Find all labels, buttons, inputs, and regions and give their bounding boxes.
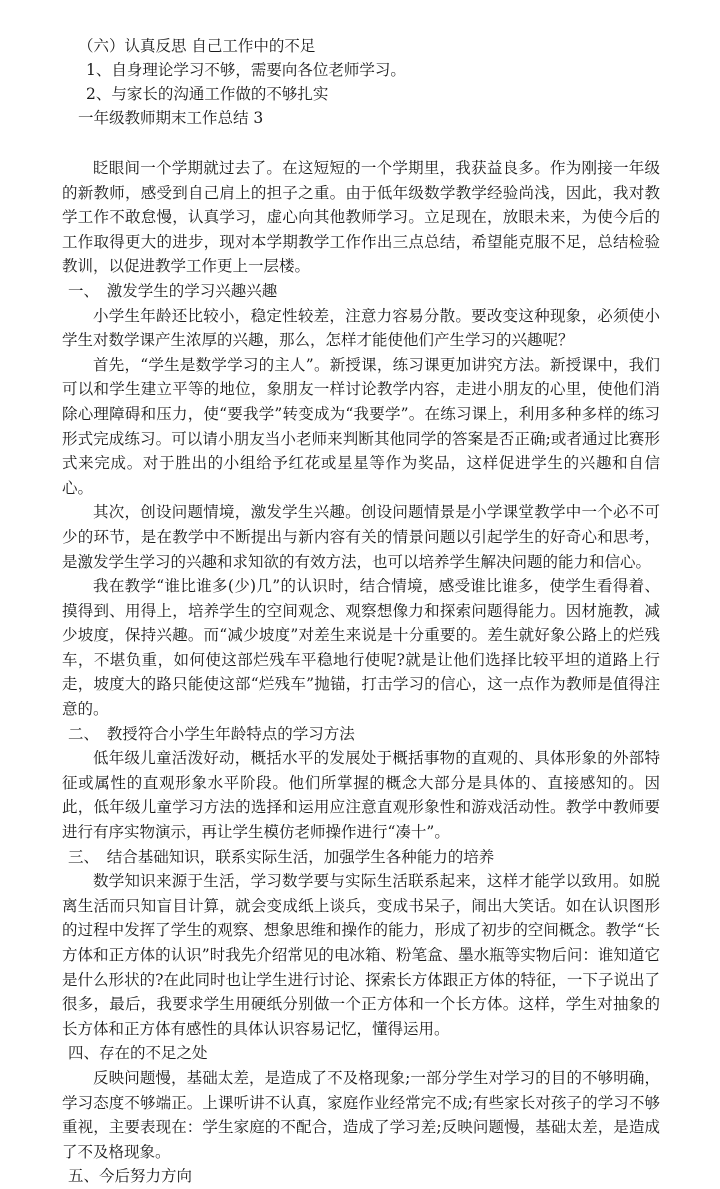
heading-two: 二、 教授符合小学生年龄特点的学习方法 bbox=[68, 724, 355, 743]
paragraph-3: 其次，创设问题情境，激发学生兴趣。创设问题情景是小学课堂教学中一个必不可少的环节，是在教学中不断提出与新内容有关的情景问题以引起学生的好奇心和思考，是激发学生学习的兴趣和求知欲的有效方法，也可以培养学生解决问题的能力和信心。 bbox=[62, 503, 660, 571]
list-item-2: 2、与家长的沟通工作做的不够扎实 bbox=[86, 85, 329, 103]
paragraph-7: 反映问题慢，基础太差，是造成了不及格现象;一部分学生对学习的目的不够明确，学习态度不够端正。上课听讲不认真，家庭作业经常完不成;有些家长对孩子的学习不够重视，主要表现在：学生家庭的不配合，造成了学习差;反映问题慢，基础太差，是造成了不及格现象。 bbox=[62, 1068, 660, 1161]
heading-five: 五、今后努力方向 bbox=[68, 1167, 193, 1186]
paragraph-6: 数学知识来源于生活，学习数学要与实际生活联系起来，这样才能学以致用。如脱离生活而只知盲目计算，就会变成纸上谈兵，变成书呆子，闹出大笑话。如在认识图形的过程中发挥了学生的观察、想象思维和操作的能力，形成了初步的空间概念。教学“长方体和正方体的认识”时我先介绍常见的电冰箱、粉笔盒、墨水瓶等实物后问：谁知道它是什么形状的?在此同时也让学生进行讨论、探索长方体跟正方体的特征，一下子说出了很多，最后，我要求学生用硬纸分别做一个正方体和一个长方体。这样，学生对抽象的长方体和正方体有感性的具体认识容易记忆，懂得运用。 bbox=[62, 872, 660, 1038]
heading-one: 一、 激发学生的学习兴趣兴趣 bbox=[68, 281, 278, 300]
heading-three: 三、 结合基础知识，联系实际生活，加强学生各种能力的培养 bbox=[68, 847, 495, 866]
intro-paragraph: 眨眼间一个学期就过去了。在这短短的一个学期里，我获益良多。作为刚接一年级的新教师，感受到自己肩上的担子之重。由于低年级数学教学经验尚浅，因此，我对教学工作不敢怠慢，认真学习，虚心向其他教师学习。立足现在，放眼未来，为使今后的工作取得更大的进步，现对本学期教学工作作出三点总结，希望能克服不足，总结检验教训，以促进教学工作更上一层楼。 bbox=[62, 159, 660, 276]
paragraph-1: 小学生年龄还比较小，稳定性较差，注意力容易分散。要改变这种现象，必须使小学生对数学课产生浓厚的兴趣，那么，怎样才能使他们产生学习的兴趣呢？ bbox=[62, 306, 660, 350]
paragraph-2: 首先，“学生是数学学习的主人”。新授课，练习课更加讲究方法。新授课中，我们可以和学生建立平等的地位，象朋友一样讨论教学内容，走进小朋友的心里，使他们消除心理障碍和压力，使“要我学”转变成为“我要学”。在练习课上，利用多种多样的练习形式完成练习。可以请小朋友当小老师来判断其他同学的答案是否正确;或者通过比赛形式来完成。对于胜出的小组给予红花或星星等作为奖品，这样促进学生的兴趣和自信心。 bbox=[62, 355, 660, 497]
list-item-1: 1、自身理论学习不够，需要向各位老师学习。 bbox=[86, 61, 406, 79]
document-title: 一年级教师期末工作总结 3 bbox=[78, 109, 264, 127]
paragraph-4: 我在教学“谁比谁多(少)几”的认识时，结合情境，感受谁比谁多，使学生看得着、摸得到、用得上，培养学生的空间观念、观察想像力和探索问题得能力。因材施教，减少坡度，保持兴趣。而“减少坡度”对差生来说是十分重要的。差生就好象公路上的烂残车，不堪负重，如何使这部烂残车平稳地行使呢?就是让他们选择比较平坦的道路上行走，坡度大的路只能使这部“烂残车”抛锚，打击学习的信心，这一点作为教师是值得注意的。 bbox=[62, 577, 660, 719]
section-heading-six: （六）认真反思 自己工作中的不足 bbox=[78, 37, 316, 55]
paragraph-5: 低年级儿童活泼好动，概括水平的发展处于概括事物的直观的、具体形象的外部特征或属性的直观形象水平阶段。他们所掌握的概念大部分是具体的、直接感知的。因此，低年级儿童学习方法的选择和运用应注意直观形象性和游戏活动性。教学中教师要进行有序实物演示，再让学生模仿老师操作进行“凑十”。 bbox=[62, 749, 660, 842]
heading-four: 四、存在的不足之处 bbox=[68, 1044, 208, 1063]
